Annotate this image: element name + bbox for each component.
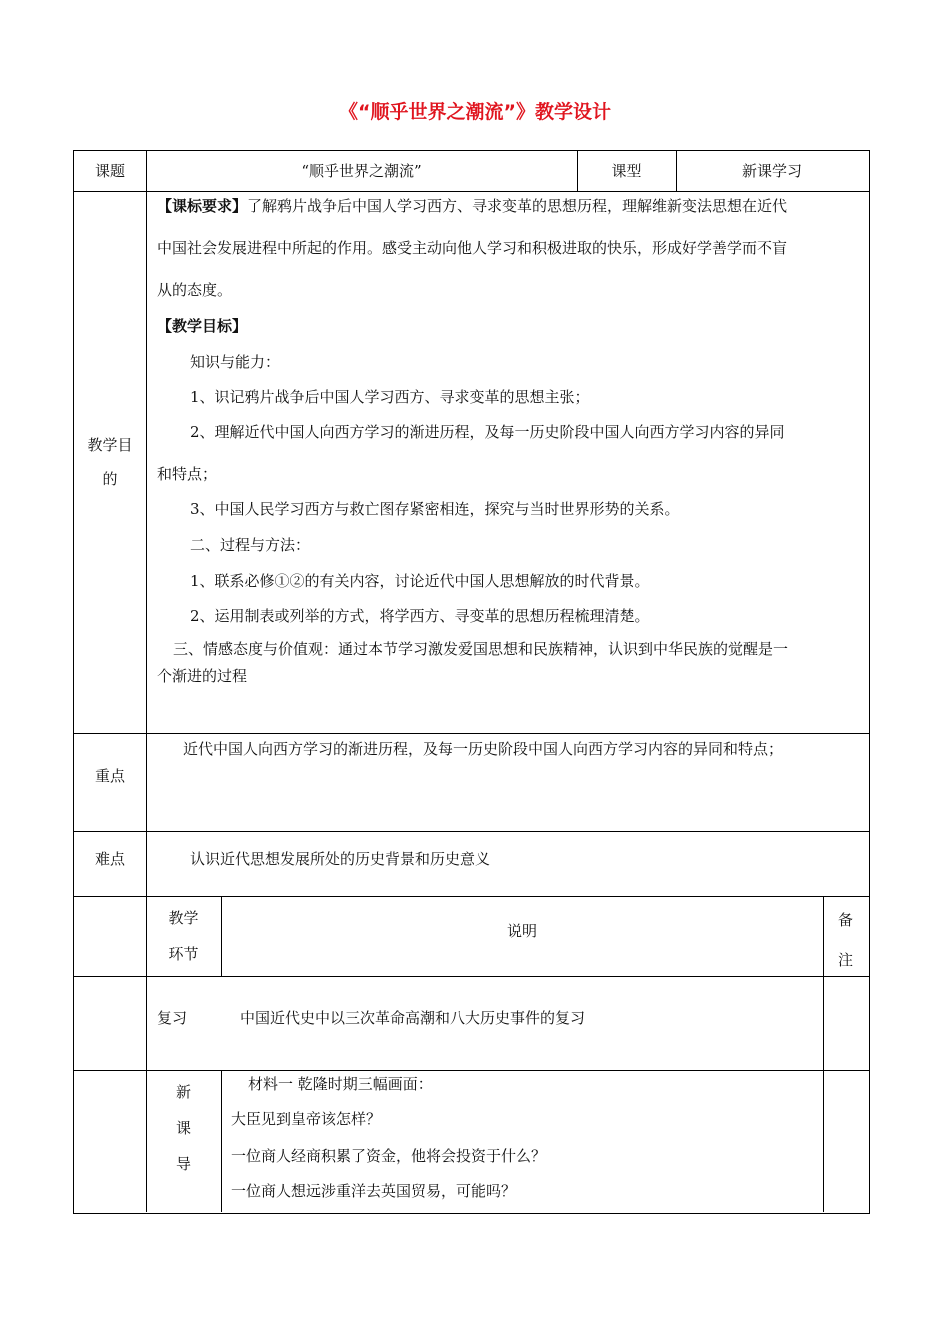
key-point-text: 近代中国人向西方学习的渐进历程，及每一历史阶段中国人向西方学习内容的异同和特点； bbox=[183, 740, 784, 758]
intro-line: 一位商人想远涉重洋去英国贸易，可能吗？ bbox=[231, 1182, 517, 1200]
intro-stage-char: 课 bbox=[175, 1119, 191, 1137]
header-type-label: 课型 bbox=[611, 162, 642, 180]
header-type-value: 新课学习 bbox=[741, 162, 802, 180]
intro-stage-char: 新 bbox=[175, 1083, 191, 1101]
knowledge-item: 和特点； bbox=[157, 465, 218, 483]
row-divider bbox=[73, 831, 869, 832]
notes-header-line: 备 bbox=[837, 911, 853, 929]
process-heading: 二、过程与方法： bbox=[190, 536, 311, 554]
review-text: 中国近代史中以三次革命高潮和八大历史事件的复习 bbox=[240, 1009, 586, 1027]
stage-header bbox=[146, 900, 221, 972]
knowledge-item: 2、理解近代中国人向西方学习的渐进历程，及每一历史阶段中国人向西方学习内容的异同 bbox=[190, 423, 785, 441]
notes-header-line: 注 bbox=[837, 951, 853, 969]
page-title: 《“顺乎世界之潮流”》教学设计 bbox=[339, 101, 611, 123]
intro-line: 一位商人经商积累了资金，他将会投资于什么？ bbox=[231, 1147, 547, 1165]
header-topic-value: “顺乎世界之潮流” bbox=[301, 162, 422, 180]
objectives-label-line: 教学目 bbox=[87, 436, 133, 454]
header-topic-label: 课题 bbox=[94, 162, 125, 180]
col-divider bbox=[221, 1070, 222, 1212]
row-divider bbox=[73, 191, 869, 192]
standard-line bbox=[157, 196, 787, 216]
intro-stage-char: 导 bbox=[175, 1155, 191, 1173]
standard-text: 了解鸦片战争后中国人学习西方、寻求变革的思想历程，理解维新变法思想在近代 bbox=[247, 197, 788, 215]
row-divider bbox=[73, 896, 869, 897]
knowledge-item: 1、识记鸦片战争后中国人学习西方、寻求变革的思想主张； bbox=[190, 388, 590, 406]
knowledge-heading: 知识与能力： bbox=[190, 353, 281, 371]
description-header: 说明 bbox=[506, 922, 537, 940]
knowledge-item: 3、中国人民学习西方与救亡图存紧密相连，探究与当时世界形势的关系。 bbox=[190, 500, 680, 518]
standard-line: 从的态度。 bbox=[157, 281, 233, 299]
objectives-label bbox=[73, 428, 147, 496]
intro-line: 材料一 乾隆时期三幅画面： bbox=[248, 1075, 433, 1093]
emotion-item: 三、情感态度与价值观：通过本节学习激发爱国思想和民族精神，认识到中华民族的觉醒是一 bbox=[173, 640, 789, 658]
emotion-item: 个渐进的过程 bbox=[157, 667, 248, 685]
key-point-label: 重点 bbox=[94, 767, 125, 785]
standard-line: 中国社会发展进程中所起的作用。感受主动向他人学习和积极进取的快乐，形成好学善学而不盲 bbox=[157, 239, 788, 257]
notes-header bbox=[823, 900, 868, 980]
stage-header-line: 教学 bbox=[168, 909, 199, 927]
difficulty-label: 难点 bbox=[94, 850, 125, 868]
standard-heading: 【课标要求】 bbox=[157, 197, 248, 215]
row-divider bbox=[73, 733, 869, 734]
row-divider bbox=[73, 976, 869, 977]
review-stage: 复习 bbox=[157, 1009, 188, 1027]
objectives-label-line: 的 bbox=[102, 470, 118, 488]
row-divider bbox=[73, 1070, 869, 1071]
difficulty-text: 认识近代思想发展所处的历史背景和历史意义 bbox=[190, 850, 491, 868]
goals-heading: 【教学目标】 bbox=[157, 317, 248, 335]
intro-line: 大臣见到皇帝该怎样？ bbox=[231, 1110, 382, 1128]
process-item: 2、运用制表或列举的方式，将学西方、寻变革的思想历程梳理清楚。 bbox=[190, 607, 650, 625]
process-item: 1、联系必修①②的有关内容，讨论近代中国人思想解放的时代背景。 bbox=[190, 572, 650, 590]
stage-header-line: 环节 bbox=[168, 945, 199, 963]
intro-stage bbox=[146, 1074, 221, 1182]
